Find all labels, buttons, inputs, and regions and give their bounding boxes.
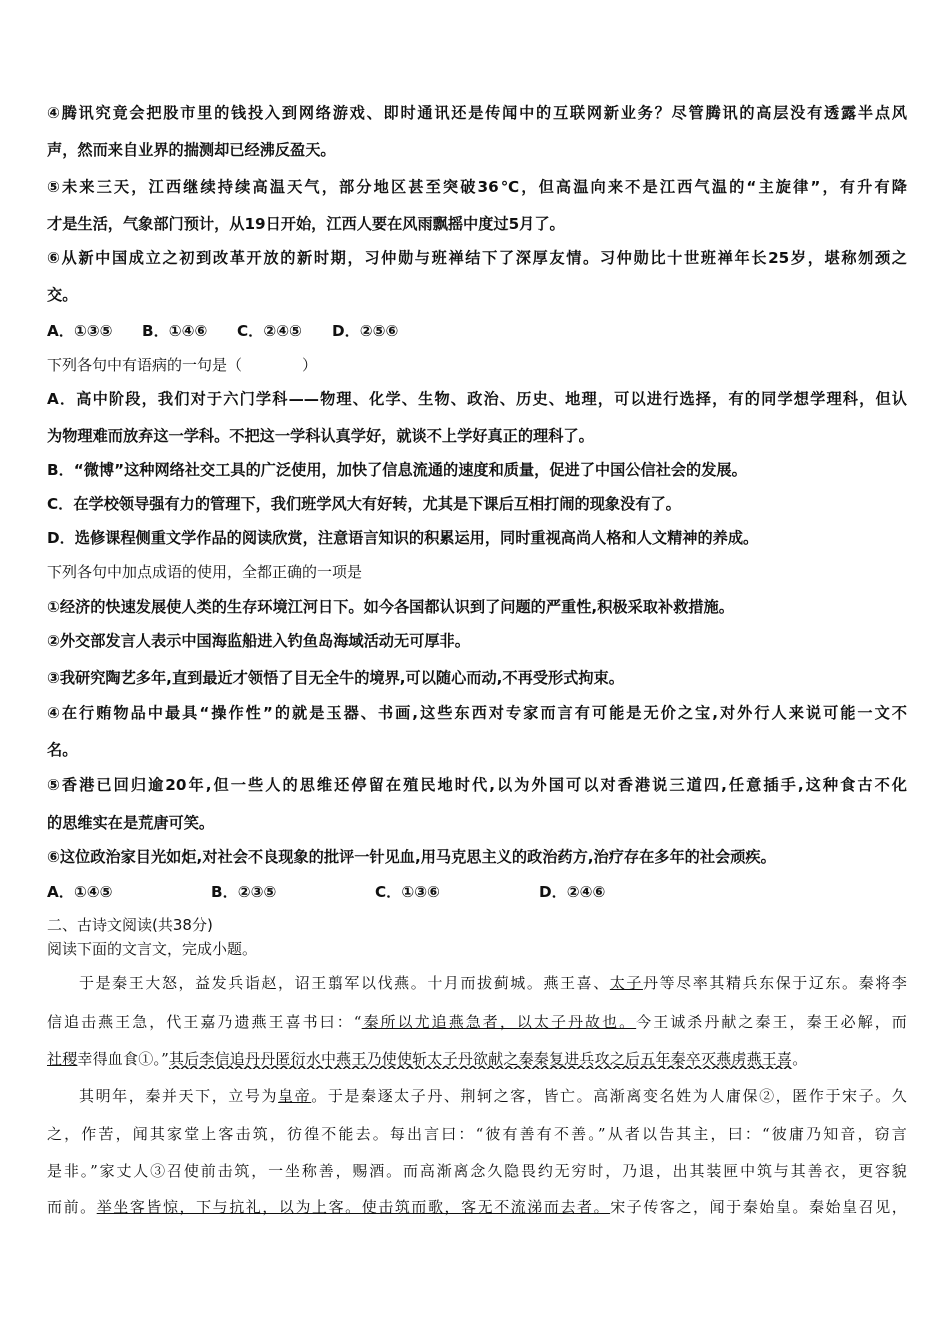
- q3-option-b[interactable]: B．②③⑤: [211, 883, 277, 901]
- q3-item-5-line-1: ⑤香港已回归逾20年,但一些人的思维还停留在殖民地时代,以为外国可以对香港说三道四,任意插手,这种食古不化: [47, 776, 907, 794]
- passage-p1-line-1: [79, 972, 907, 993]
- q3-item-3: ③我研究陶艺多年,直到最近才领悟了目无全牛的境界,可以随心而动,不再受形式拘束。: [47, 669, 624, 687]
- underlined-sentence: 秦所以尤追燕急者，以太子丹故也。: [361, 1013, 637, 1031]
- passage-text: 于是秦王大怒，益发兵诣赵，诏王翦军以伐燕。十月而拔蓟城。燕王喜、: [79, 974, 610, 992]
- q2-stem: 下列各句中有语病的一句是（ ）: [47, 356, 318, 374]
- wavy-underlined-sentence: 其后李信追丹丹匿衍水中燕王乃使使斩太子丹欲献之秦秦复进兵攻之后五年秦卒灭燕虏燕王喜: [168, 1050, 793, 1068]
- q3-item-4-line-2: 名。: [47, 741, 78, 759]
- passage-text: 。: [792, 1050, 808, 1068]
- q3-item-2: ②外交部发言人表示中国海监船进入钓鱼岛海域活动无可厚非。: [47, 632, 470, 650]
- passage-p2-line-3: 是非。”家丈人③召使前击筑，一坐称善，赐酒。而高渐离念久隐畏约无穷时，乃退，出其装匣中筑与其善衣，更容貌: [47, 1162, 907, 1180]
- passage-p2-line-2: 之，作苦，闻其家堂上客击筑，彷徨不能去。每出言曰：“彼有善有不善。”从者以告其主，曰：“彼庸乃知音，窃言: [47, 1125, 907, 1143]
- q3-option-a[interactable]: A．①④⑤: [47, 883, 113, 901]
- passage-text: 丹等尽率其精兵东保于辽东。秦将李: [643, 974, 907, 992]
- q3-option-c[interactable]: C．①③⑥: [375, 883, 440, 901]
- q2-option-a-line-2: 为物理难而放弃这一学科。不把这一学科认真学好，就谈不上学好真正的理科了。: [47, 427, 594, 445]
- underlined-sentence: 举坐客皆惊，下与抗礼，以为上客。使击筑而歌，客无不流涕而去者。: [96, 1198, 611, 1216]
- q3-options: [47, 881, 907, 902]
- underlined-term: 皇帝: [278, 1087, 312, 1105]
- q3-item-6: ⑥这位政治家目光如炬,对社会不良现象的批评一针见血,用马克思主义的政治药方,治疗存在多年的社会顽疾。: [47, 848, 776, 866]
- q1-options: [47, 320, 907, 341]
- q1-item-4-line-1: ④腾讯究竟会把股市里的钱投入到网络游戏、即时通讯还是传闻中的互联网新业务？尽管腾讯的高层没有透露半点风: [47, 104, 907, 122]
- q1-option-b[interactable]: B．①④⑥: [142, 322, 208, 340]
- passage-p1-line-2: [47, 1011, 907, 1032]
- passage-p2-line-4: [47, 1196, 907, 1217]
- underlined-term: 社稷: [47, 1050, 78, 1068]
- q2-option-a-line-1: A．高中阶段，我们对于六门学科——物理、化学、生物、政治、历史、地理，可以进行选择，有的同学想学理科，但认: [47, 390, 907, 408]
- passage-text: 其明年，秦并天下，立号为: [79, 1087, 279, 1105]
- q1-item-6-line-2: 交。: [47, 286, 78, 304]
- passage-text: 幸得血食①。”: [77, 1050, 169, 1068]
- passage-p1-line-3: [47, 1048, 907, 1069]
- q3-stem: 下列各句中加点成语的使用，全都正确的一项是: [47, 563, 363, 581]
- passage-text: 。于是秦逐太子丹、荆轲之客，皆亡。高渐离变名姓为人庸保②，匿作于宋子。久: [311, 1087, 907, 1105]
- passage-text: 宋子传客之，闻于秦始皇。秦始皇召见，: [610, 1198, 907, 1216]
- q1-item-5-line-1: ⑤未来三天，江西继续持续高温天气，部分地区甚至突破36℃，但高温向来不是江西气温的“主旋律”，有升有降: [47, 178, 907, 196]
- q2-option-b: B．“微博”这种网络社交工具的广泛使用，加快了信息流通的速度和质量，促进了中国公信社会的发展。: [47, 461, 747, 479]
- q1-item-6-line-1: ⑥从新中国成立之初到改革开放的新时期，习仲勋与班禅结下了深厚友情。习仲勋比十世班禅年长25岁，堪称刎颈之: [47, 249, 907, 267]
- q3-option-d[interactable]: D．②④⑥: [539, 883, 606, 901]
- q3-item-4-line-1: ④在行贿物品中最具“操作性”的就是玉器、书画,这些东西对专家而言有可能是无价之宝,对外行人来说可能一文不: [47, 704, 907, 722]
- passage-p2-line-1: [79, 1085, 907, 1106]
- q3-item-5-line-2: 的思维实在是荒唐可笑。: [47, 814, 215, 832]
- q1-item-5-line-2: 才是生活，气象部门预计，从19日开始，江西人要在风雨飘摇中度过5月了。: [47, 215, 565, 233]
- underlined-term: 太子: [609, 974, 643, 992]
- passage-text: 信追击燕王急，代王嘉乃遗燕王喜书曰：“: [47, 1013, 362, 1031]
- q3-item-1: ①经济的快速发展使人类的生存环境江河日下。如今各国都认识到了问题的严重性,积极采取补救措施。: [47, 598, 734, 616]
- q1-option-a[interactable]: A．①③⑤: [47, 322, 113, 340]
- q1-option-c[interactable]: C．②④⑤: [237, 322, 302, 340]
- section-2-instruction: 阅读下面的文言文，完成小题。: [47, 940, 258, 958]
- q1-option-d[interactable]: D．②⑤⑥: [332, 322, 399, 340]
- q2-option-c: C．在学校领导强有力的管理下，我们班学风大有好转，尤其是下课后互相打闹的现象没有了。: [47, 495, 681, 513]
- passage-text: 而前。: [47, 1198, 97, 1216]
- q1-item-4-line-2: 声，然而来自业界的揣测却已经沸反盈天。: [47, 141, 336, 159]
- passage-text: 今王诚杀丹献之秦王，秦王必解，而: [636, 1013, 907, 1031]
- q2-option-d: D．选修课程侧重文学作品的阅读欣赏，注意语言知识的积累运用，同时重视高尚人格和人文精神的养成。: [47, 529, 759, 547]
- section-2-title: 二、古诗文阅读(共38分): [47, 916, 213, 934]
